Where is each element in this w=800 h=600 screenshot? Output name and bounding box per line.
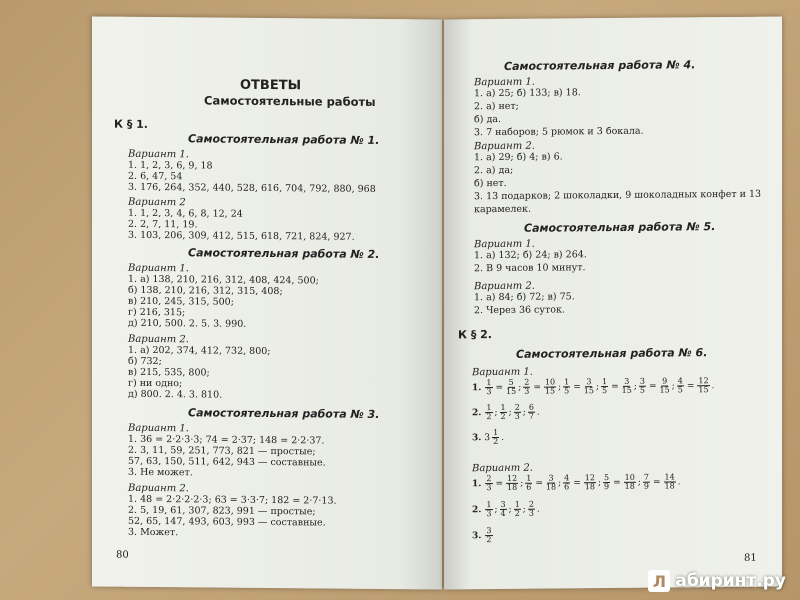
answer-line: 1. 1, 2, 3, 6, 9, 18 <box>128 159 213 172</box>
work-heading: Самостоятельная работа № 2. <box>188 246 380 261</box>
answer-line: 2. В 9 часов 10 минут. <box>474 262 586 275</box>
variant-label: Вариант 1. <box>128 262 189 275</box>
labirint-logo-icon: Л <box>648 570 670 592</box>
variant-label: Вариант 2. <box>474 280 535 293</box>
answer-line: 3. 103, 206, 309, 412, 515, 618, 721, 824, 927. <box>128 229 355 243</box>
page-number: 81 <box>744 552 757 564</box>
variant-label: Вариант 2. <box>128 482 189 495</box>
answer-line: 1. а) 29; б) 4; в) 6. <box>474 151 563 164</box>
fraction-answer-line: 2. $\frac{1}{2}$ ; $\frac{1}{2}$ ; $\frac{2}{3}$ ; $\frac{6}{7}$ . <box>472 402 540 422</box>
answer-block <box>92 16 442 19</box>
variant-label: Вариант 1. <box>128 422 189 435</box>
answer-line: 2. 5, 19, 61, 307, 823, 991 — простые; <box>128 504 316 518</box>
variant-label: Вариант 2. <box>128 333 189 346</box>
answer-line: б) да. <box>474 113 501 126</box>
page-right <box>444 17 782 590</box>
answer-line: д) 800. 2. 4. 3. 810. <box>128 388 223 401</box>
page-left <box>92 16 442 589</box>
answer-line: 1. 48 = 2·2·2·2·3; 63 = 3·3·7; 182 = 2·7·13. <box>128 493 337 507</box>
answer-line: 2. 6, 47, 54 <box>128 170 183 183</box>
answer-line: 2. 2, 7, 11, 19. <box>128 218 198 231</box>
answer-line: 3. Может. <box>128 526 179 539</box>
work-heading: Самостоятельная работа № 6. <box>516 346 708 361</box>
answer-line: в) 210, 245, 315, 500; <box>128 295 234 308</box>
answer-line: 1. 36 = 2·2·3·3; 74 = 2·37; 148 = 2·2·37. <box>128 433 325 447</box>
answer-line: д) 210, 500. 2. 5. 3. 990. <box>128 317 247 330</box>
page-subtitle: Самостоятельные работы <box>204 93 376 109</box>
open-book <box>92 18 782 588</box>
fraction-answer-line: 2. $\frac{1}{3}$ ; $\frac{3}{4}$ ; $\frac{1}{2}$ ; $\frac{2}{3}$ . <box>472 499 540 519</box>
section-heading: К § 1. <box>114 117 148 131</box>
section-heading: К § 2. <box>458 328 492 342</box>
answer-line: 2. 3, 11, 59, 251, 773, 821 — простые; <box>128 444 316 458</box>
fraction-answer-line: 1. $\frac{2}{3}$ = $\frac{12}{18}$ ; $\frac{1}{6}$ = $\frac{3}{18}$ ; $\frac{4}{6}$ = $\frac{12}{18}$ ; $\frac{5}{9}$ = $\frac{10}{18}$ ; $\frac{7}{9}$ = $\frac{14}{18}$ . <box>472 472 681 493</box>
labirint-watermark <box>648 570 786 592</box>
labirint-logo-text: абиринт.ру <box>675 571 786 591</box>
answer-line: 1. а) 25; б) 133; в) 18. <box>474 87 581 100</box>
fraction-answer-line: 1. $\frac{1}{3}$ = $\frac{5}{15}$ ; $\frac{2}{3}$ = $\frac{10}{15}$ ; $\frac{1}{5}$ = $\frac{3}{15}$ ; $\frac{1}{5}$ = $\frac{3}{15}$ ; $\frac{3}{5}$ = $\frac{9}{15}$ ; $\frac{4}{5}$ = $\frac{12}{15}$ . <box>472 376 715 397</box>
variant-label: Вариант 2 <box>128 196 186 209</box>
work-heading: Самостоятельная работа № 1. <box>188 132 380 147</box>
answer-line: карамелек. <box>474 203 531 216</box>
answer-line: г) 216, 315; <box>128 306 186 319</box>
variant-label: Вариант 1. <box>474 76 535 89</box>
fraction-answer-line: 3. $\frac{3}{2}$ <box>472 526 492 545</box>
answer-line: б) 732; <box>128 355 162 368</box>
answer-line: в) 215, 535, 800; <box>128 366 210 379</box>
answer-line: 3. Не может. <box>128 466 193 479</box>
answer-line: 3. 13 подарков; 2 шоколадки, 9 шоколадных конфет и 13 <box>474 188 762 203</box>
answer-line: 57, 63, 150, 511, 642, 943 — составные. <box>128 455 326 469</box>
answer-line: 1. 1, 2, 3, 4, 6, 8, 12, 24 <box>128 207 243 220</box>
answer-line: г) ни одно; <box>128 377 183 390</box>
variant-label: Вариант 1. <box>474 238 535 251</box>
answer-block <box>92 16 442 19</box>
answer-block <box>92 16 442 19</box>
answer-line: 1. а) 138, 210, 216, 312, 408, 424, 500; <box>128 273 319 287</box>
answer-line: 2. а) нет; <box>474 100 519 113</box>
answer-line: 1. а) 84; б) 72; в) 75. <box>474 291 575 304</box>
variant-label: Вариант 2. <box>472 462 533 475</box>
page-number: 80 <box>116 549 129 561</box>
answer-block <box>92 16 442 19</box>
answer-line: б) 138, 210, 216, 312, 315, 408; <box>128 284 283 298</box>
answer-line: 3. 7 наборов; 5 рюмок и 3 бокала. <box>474 125 644 139</box>
work-heading: Самостоятельная работа № 5. <box>524 220 716 235</box>
page-title: ОТВЕТЫ <box>240 77 302 94</box>
answer-line: 1. а) 132; б) 24; в) 264. <box>474 249 587 262</box>
variant-label: Вариант 1. <box>472 366 533 379</box>
work-heading: Самостоятельная работа № 3. <box>188 406 380 421</box>
answer-block <box>444 17 782 20</box>
answer-line: 2. а) да; <box>474 164 514 177</box>
variant-label: Вариант 1. <box>128 148 189 161</box>
answer-block <box>92 16 442 19</box>
answer-block <box>444 17 782 20</box>
answer-block <box>444 17 782 20</box>
answer-block <box>444 17 782 20</box>
answer-line: 3. 176, 264, 352, 440, 528, 616, 704, 792, 880, 968 <box>128 181 376 195</box>
answer-line: 1. а) 202, 374, 412, 732, 800; <box>128 344 271 358</box>
fraction-answer-line: 3. 3 $\frac{1}{2}$ . <box>472 428 505 447</box>
answer-line: 2. Через 36 суток. <box>474 304 565 317</box>
answer-block <box>92 16 442 19</box>
answer-line: б) нет. <box>474 177 507 190</box>
variant-label: Вариант 2. <box>474 140 535 153</box>
answer-line: 52, 65, 147, 493, 603, 993 — составные. <box>128 515 326 529</box>
work-heading: Самостоятельная работа № 4. <box>504 58 696 73</box>
